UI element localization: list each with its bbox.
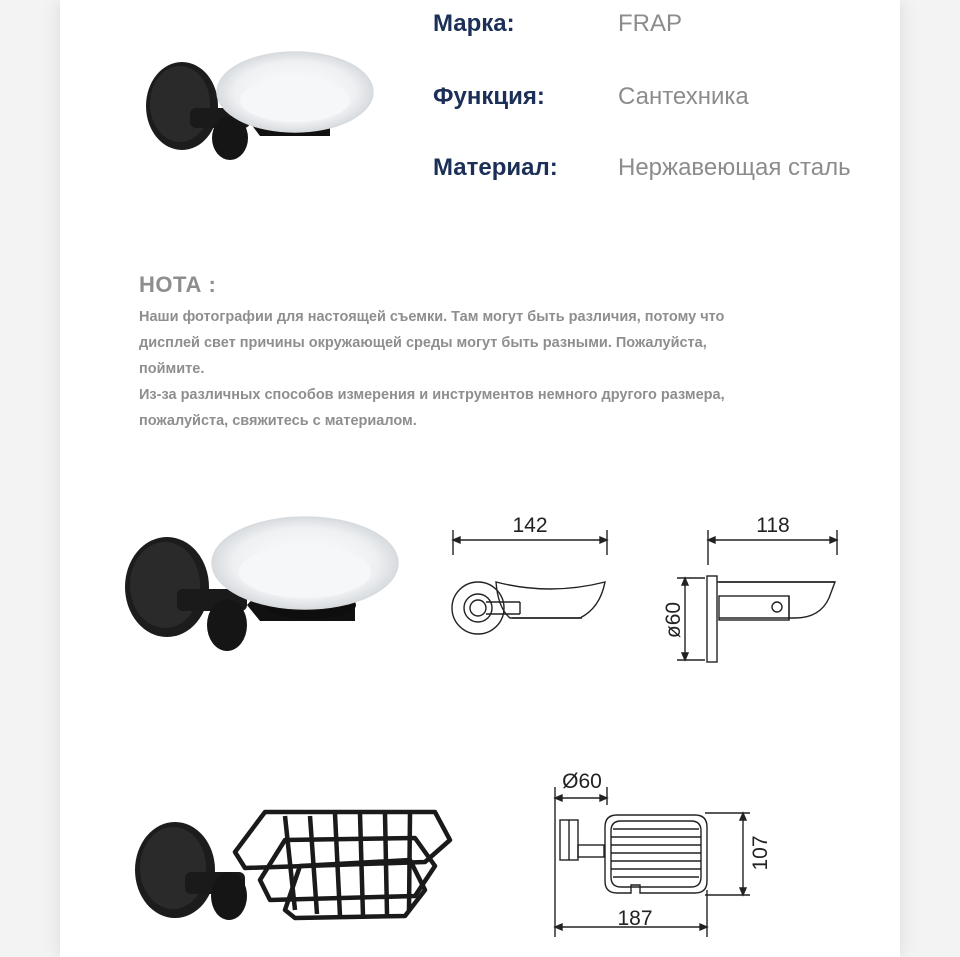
side-depth-label: 118 <box>756 514 790 537</box>
basket-view-drawing <box>545 765 790 940</box>
spec-material-label: Материал: <box>433 154 558 181</box>
note-title: НОТА : <box>139 272 217 297</box>
basket-height-label: 107 <box>749 835 772 871</box>
basket-width-label: 187 <box>617 907 653 930</box>
soap-dish-photo-top <box>130 40 380 170</box>
spec-function-value: Сантехника <box>618 83 749 110</box>
spec-brand-label: Марка: <box>433 10 515 37</box>
basket-diameter-label: Ø60 <box>562 770 602 793</box>
front-view-drawing <box>440 510 620 650</box>
spec-brand-value: FRAP <box>618 10 683 37</box>
front-width-label: 142 <box>512 514 548 537</box>
note-line-4: Из-за различных способов измерения и инструментов немного другого размера, <box>139 387 725 403</box>
note-line-2: дисплей свет причины окружающей среды могут быть разными. Пожалуйста, <box>139 335 707 351</box>
side-view-drawing <box>655 510 845 670</box>
side-diameter-label: ø60 <box>662 601 685 639</box>
note-line-1: Наши фотографии для настоящей съемки. Там могут быть различия, потому что <box>139 309 725 325</box>
note-line-3: поймите. <box>139 361 205 377</box>
soap-dish-photo-middle <box>115 505 405 665</box>
note-line-5: пожалуйста, свяжитесь с материалом. <box>139 413 417 429</box>
wire-basket-photo <box>125 800 465 957</box>
spec-function-label: Функция: <box>433 83 545 110</box>
spec-material-value: Нержавеющая сталь <box>618 154 851 181</box>
